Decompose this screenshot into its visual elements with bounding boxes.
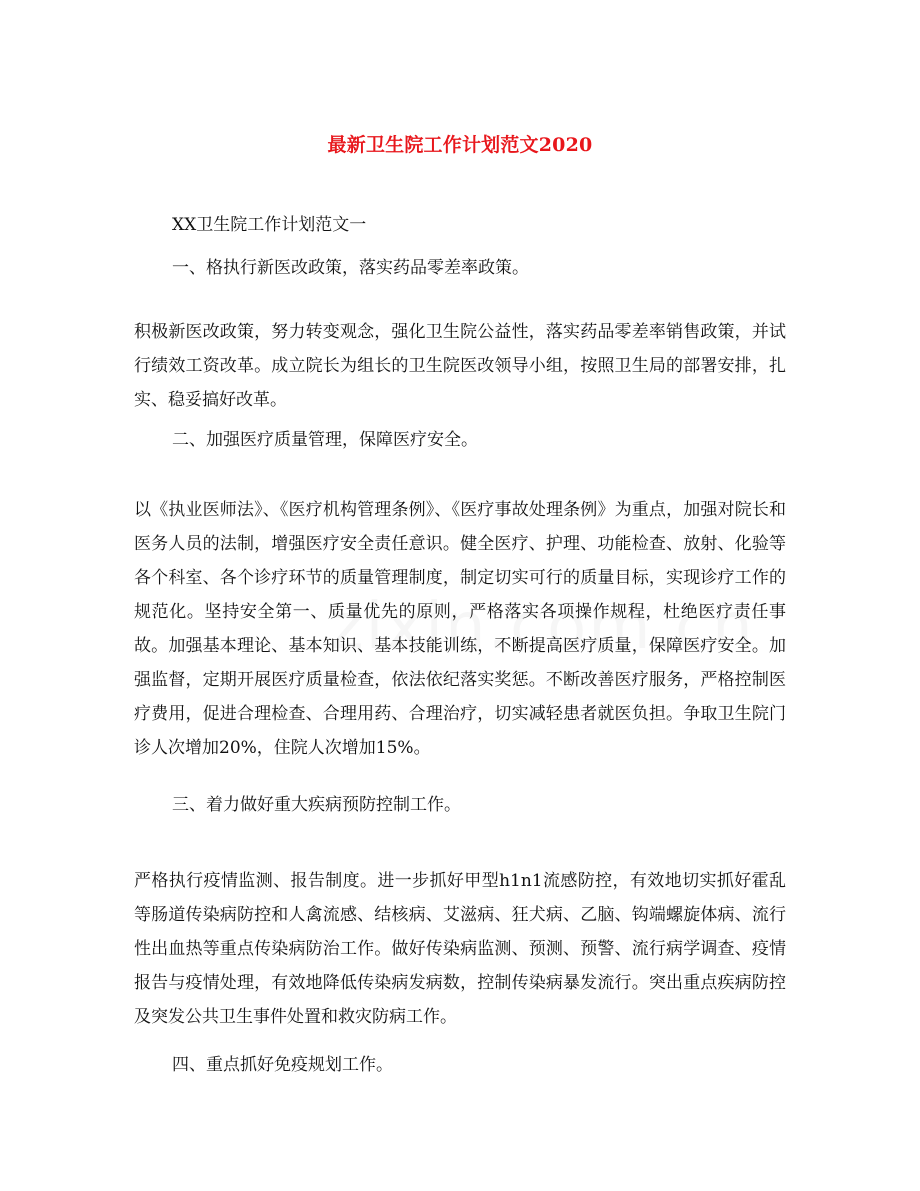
document-title: 最新卫生院工作计划范文2020 [327, 134, 593, 156]
section-heading-3: 三、着力做好重大疾病预防控制工作。 [172, 795, 461, 815]
section-heading-4: 四、重点抓好免疫规划工作。 [172, 1055, 393, 1075]
paragraph-1: 积极新医改政策，努力转变观念，强化卫生院公益性，落实药品零差率销售政策，并试行绩效工资改革。成立院长为组长的卫生院医改领导小组，按照卫生局的部署安排，扎实、稳妥搞好改革。 [134, 322, 786, 410]
section-heading-2: 二、加强医疗质量管理，保障医疗安全。 [172, 430, 478, 450]
paragraph-2: 以《执业医师法》、《医疗机构管理条例》、《医疗事故处理条例》为重点，加强对院长和医务人员的法制，增强医疗安全责任意识。健全医疗、护理、功能检查、放射、化验等各个科室、各个诊疗环节的质量管理制度，制定切实可行的质量目标，实现诊疗工作的规范化。坚持安全第一、质量优先的原则，严格落实各项操作规程，杜绝医疗责任事故。加强基本理论、基本知识、基本技能训练，不断提高医疗质量，保障医疗安全。加强监督，定期开展医疗质量检查，依法依纪落实奖惩。不断改善医疗服务，严格控制医疗费用，促进合理检查、合理用药、合理治疗，切实减轻患者就医负担。争取卫生院门诊人次增加20%，住院人次增加15%。 [134, 500, 786, 758]
document-subtitle: XX卫生院工作计划范文一 [172, 215, 367, 235]
paragraph-3: 严格执行疫情监测、报告制度。进一步抓好甲型h1n1流感防控，有效地切实抓好霍乱等肠道传染病防控和人禽流感、结核病、艾滋病、狂犬病、乙脑、钩端螺旋体病、流行性出血热等重点传染病防治工作。做好传染病监测、预测、预警、流行病学调查、疫情报告与疫情处理，有效地降低传染病发病数，控制传染病暴发流行。突出重点疾病防控及突发公共卫生事件处置和救灾防病工作。 [134, 871, 786, 1027]
section-heading-1: 一、格执行新医改政策，落实药品零差率政策。 [172, 258, 529, 278]
